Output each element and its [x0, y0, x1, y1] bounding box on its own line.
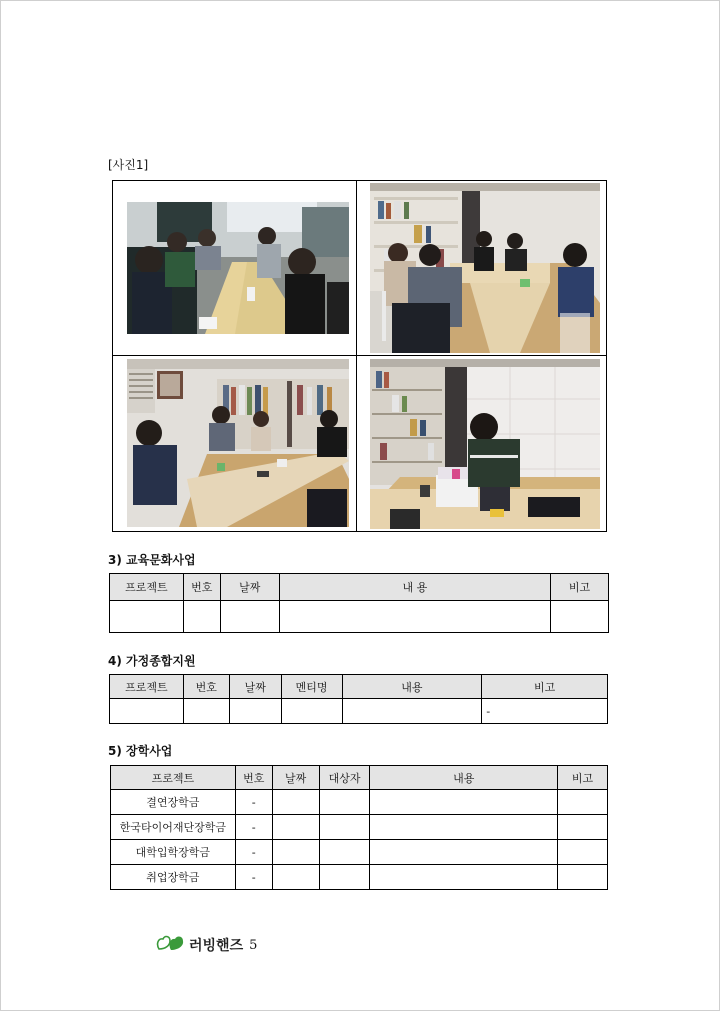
scholarship-header-row [111, 766, 608, 790]
photo-cake [370, 359, 600, 529]
photo-meeting-1 [127, 202, 349, 334]
row-number: - [235, 840, 272, 865]
header-date: 날짜 [220, 574, 279, 601]
family-support-table [109, 674, 608, 724]
page-footer [156, 934, 257, 956]
page-number: 5 [249, 937, 258, 953]
header-note: 비고 [482, 675, 608, 699]
project-name: 한국타이어재단장학금 [111, 815, 236, 840]
education-section-title: 3) 교육문화사업 [108, 553, 196, 567]
header-date: 날짜 [229, 675, 281, 699]
header-number: 번호 [183, 675, 229, 699]
table-row [111, 790, 608, 815]
row-number: - [235, 865, 272, 890]
header-content: 내용 [342, 675, 482, 699]
education-table [109, 573, 609, 633]
hands-logo-icon [156, 934, 186, 956]
header-recipient: 대상자 [319, 766, 370, 790]
header-project: 프로젝트 [111, 766, 236, 790]
family-support-section-title: 4) 가정종합지원 [108, 654, 196, 668]
project-name: 대학입학장학금 [111, 840, 236, 865]
project-name: 취업장학금 [111, 865, 236, 890]
row-number: - [235, 790, 272, 815]
photo-section-label: [사진1] [108, 158, 149, 172]
header-number: 번호 [235, 766, 272, 790]
table-row [110, 601, 609, 633]
header-note: 비고 [558, 766, 608, 790]
header-content: 내 용 [279, 574, 550, 601]
footer-brand: 러빙핸즈 [189, 938, 244, 954]
table-row [111, 815, 608, 840]
education-header-row [110, 574, 609, 601]
photo-meeting-2 [370, 183, 600, 353]
photo-meeting-3 [127, 359, 349, 527]
header-mentee: 멘티명 [281, 675, 342, 699]
header-number: 번호 [183, 574, 220, 601]
header-date: 날짜 [272, 766, 319, 790]
header-note: 비고 [551, 574, 609, 601]
table-row [110, 699, 608, 724]
table-row [111, 865, 608, 890]
header-content: 내용 [370, 766, 558, 790]
project-name: 결연장학금 [111, 790, 236, 815]
scholarship-section-title: 5) 장학사업 [108, 744, 173, 758]
header-project: 프로젝트 [110, 574, 184, 601]
family-support-header-row [110, 675, 608, 699]
photo-grid [112, 180, 607, 532]
row-number: - [235, 815, 272, 840]
table-row [111, 840, 608, 865]
header-project: 프로젝트 [110, 675, 184, 699]
note-cell: - [482, 699, 608, 724]
scholarship-table [110, 765, 608, 890]
